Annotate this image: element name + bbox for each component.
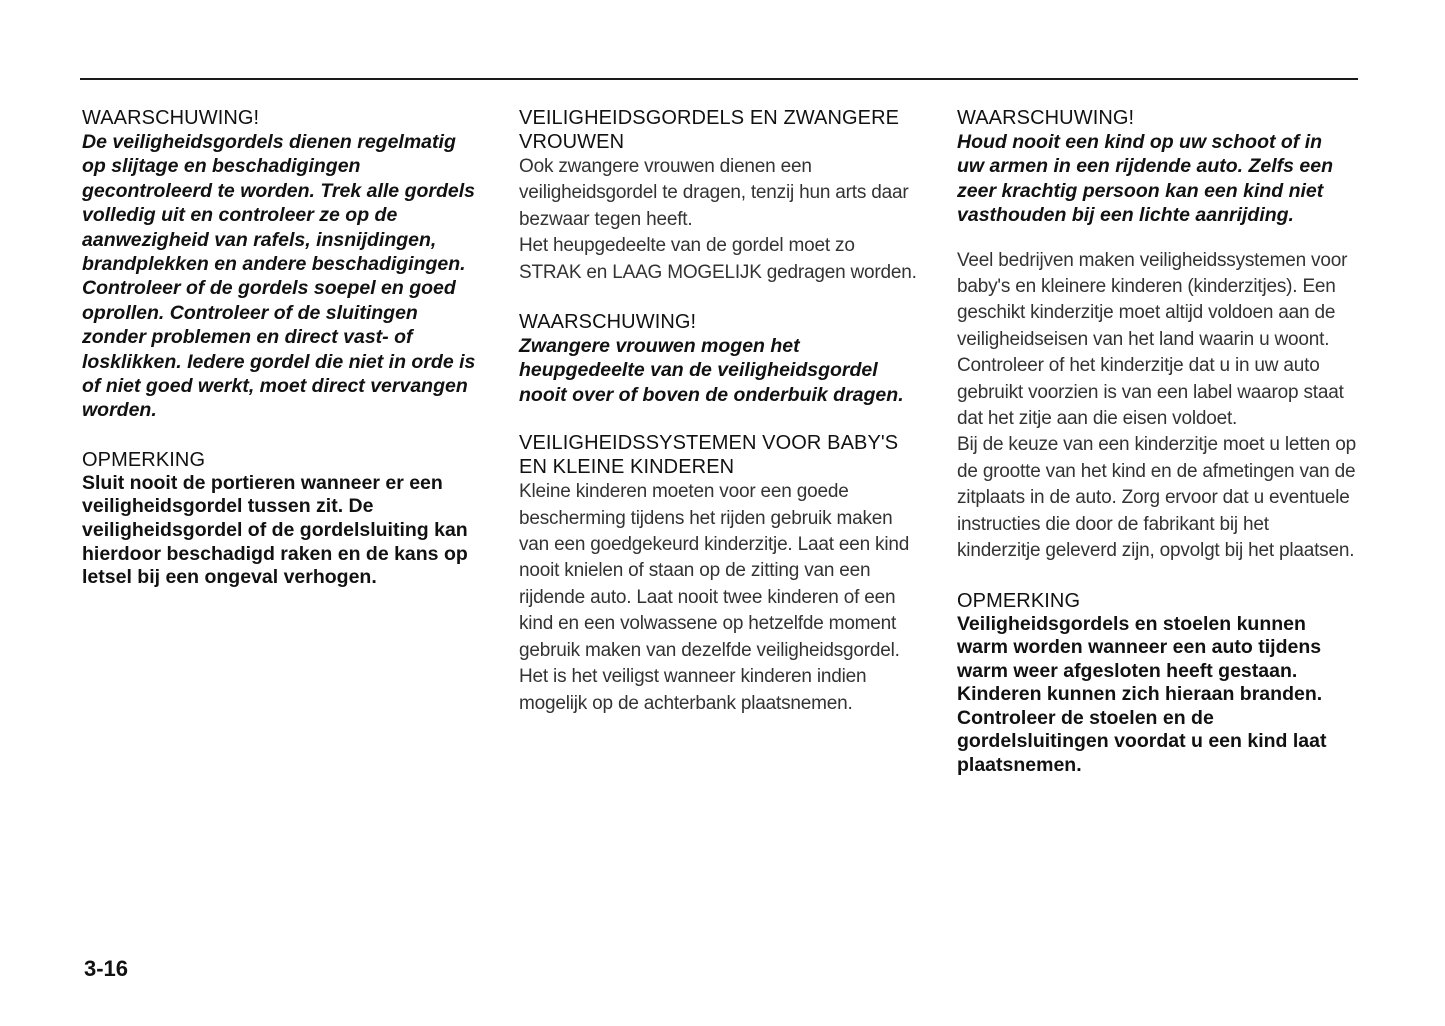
note-heading: OPMERKING	[82, 448, 206, 471]
section-heading-pregnant: VEILIGHEIDSGORDELS EN ZWANGERE VROUWEN	[519, 107, 900, 153]
note-heading: OPMERKING	[957, 589, 1081, 612]
note-text: Sluit nooit de portieren wanneer er een veiligheidsgordel tussen zit. De veiligheidsgordel of de gordelsluiting kan hierdoor beschadigd raken en de kans op letsel bij een ongeval verhogen.	[82, 471, 468, 589]
warning-text: De veiligheidsgordels dienen regelmatig op slijtage en beschadigingen gecontroleerd te worden. Trek alle gordels volledig uit en controleer ze op de aanwezigheid van rafels, insnijdingen, brandplekken en andere beschadigingen. Controleer of de gordels soepel en goed oprollen. Controleer of de sluitingen zonder problemen en direct vast- of losklikken. Iedere gordel die niet in orde is of niet goed werkt, moet direct vervangen worden.	[82, 131, 476, 422]
paragraph: Veel bedrijven maken veiligheidssystemen voor baby's en kleinere kinderen (kinderzitjes). Een geschikt kinderzitje moet altijd voldoen aan de veiligheidseisen van het land waarin u woont. Controleer of het kinderzitje dat u in uw auto gebruikt voorzien is van een label waarop staat dat het zitje aan die eisen voldoet.	[957, 249, 1348, 430]
column-2	[519, 106, 929, 717]
paragraph: Het is het veiligst wanneer kinderen indien mogelijk op de achterbank plaatsnemen.	[519, 666, 867, 714]
warning-heading: WAARSCHUWING!	[82, 107, 260, 129]
paragraph: Bij de keuze van een kinderzitje moet u letten op de grootte van het kind en de afmetingen van de zitplaats in de auto. Zorg ervoor dat u eventuele instructies die door de fabrikant bij het kinderzitje geleverd zijn, opvolgt bij het plaatsen.	[957, 434, 1356, 562]
warning-text: Houd nooit een kind op uw schoot of in uw armen in een rijdende auto. Zelfs een zeer krachtig persoon kan een kind niet vasthouden bij een lichte aanrijding.	[957, 131, 1334, 227]
warning-heading: WAARSCHUWING!	[957, 107, 1135, 129]
column-1	[82, 106, 492, 590]
paragraph: Het heupgedeelte van de gordel moet zo STRAK en LAAG MOGELIJK gedragen worden.	[519, 235, 917, 283]
warning-heading: WAARSCHUWING!	[519, 311, 697, 334]
top-rule	[80, 78, 1358, 80]
paragraph: Ook zwangere vrouwen dienen een veiligheidsgordel te dragen, tenzij hun arts daar bezwaar tegen heeft.	[519, 156, 909, 230]
section-heading-child-seats: VEILIGHEIDSSYSTEMEN VOOR BABY'S EN KLEINE KINDEREN	[519, 432, 899, 479]
page-number: 3-16	[84, 956, 129, 981]
column-3	[957, 106, 1357, 778]
paragraph: Kleine kinderen moeten voor een goede bescherming tijdens het rijden gebruik maken van een goedgekeurd kinderzitje. Laat een kind nooit knielen of staan op de zitting van een rijdende auto. Laat nooit twee kinderen of een kind en een volwassene op hetzelfde moment gebruik maken van dezelfde veiligheidsgordel.	[519, 481, 910, 661]
warning-text: Zwangere vrouwen mogen het heupgedeelte van de veiligheidsgordel nooit over of boven de onderbuik dragen.	[519, 335, 904, 406]
note-text: Veiligheidsgordels en stoelen kunnen warm worden wanneer een auto tijdens warm weer afgesloten heeft gestaan. Kinderen kunnen zich hieraan branden. Controleer de stoelen en de gordelsluitingen voordat u een kind laat plaatsnemen.	[957, 612, 1327, 777]
